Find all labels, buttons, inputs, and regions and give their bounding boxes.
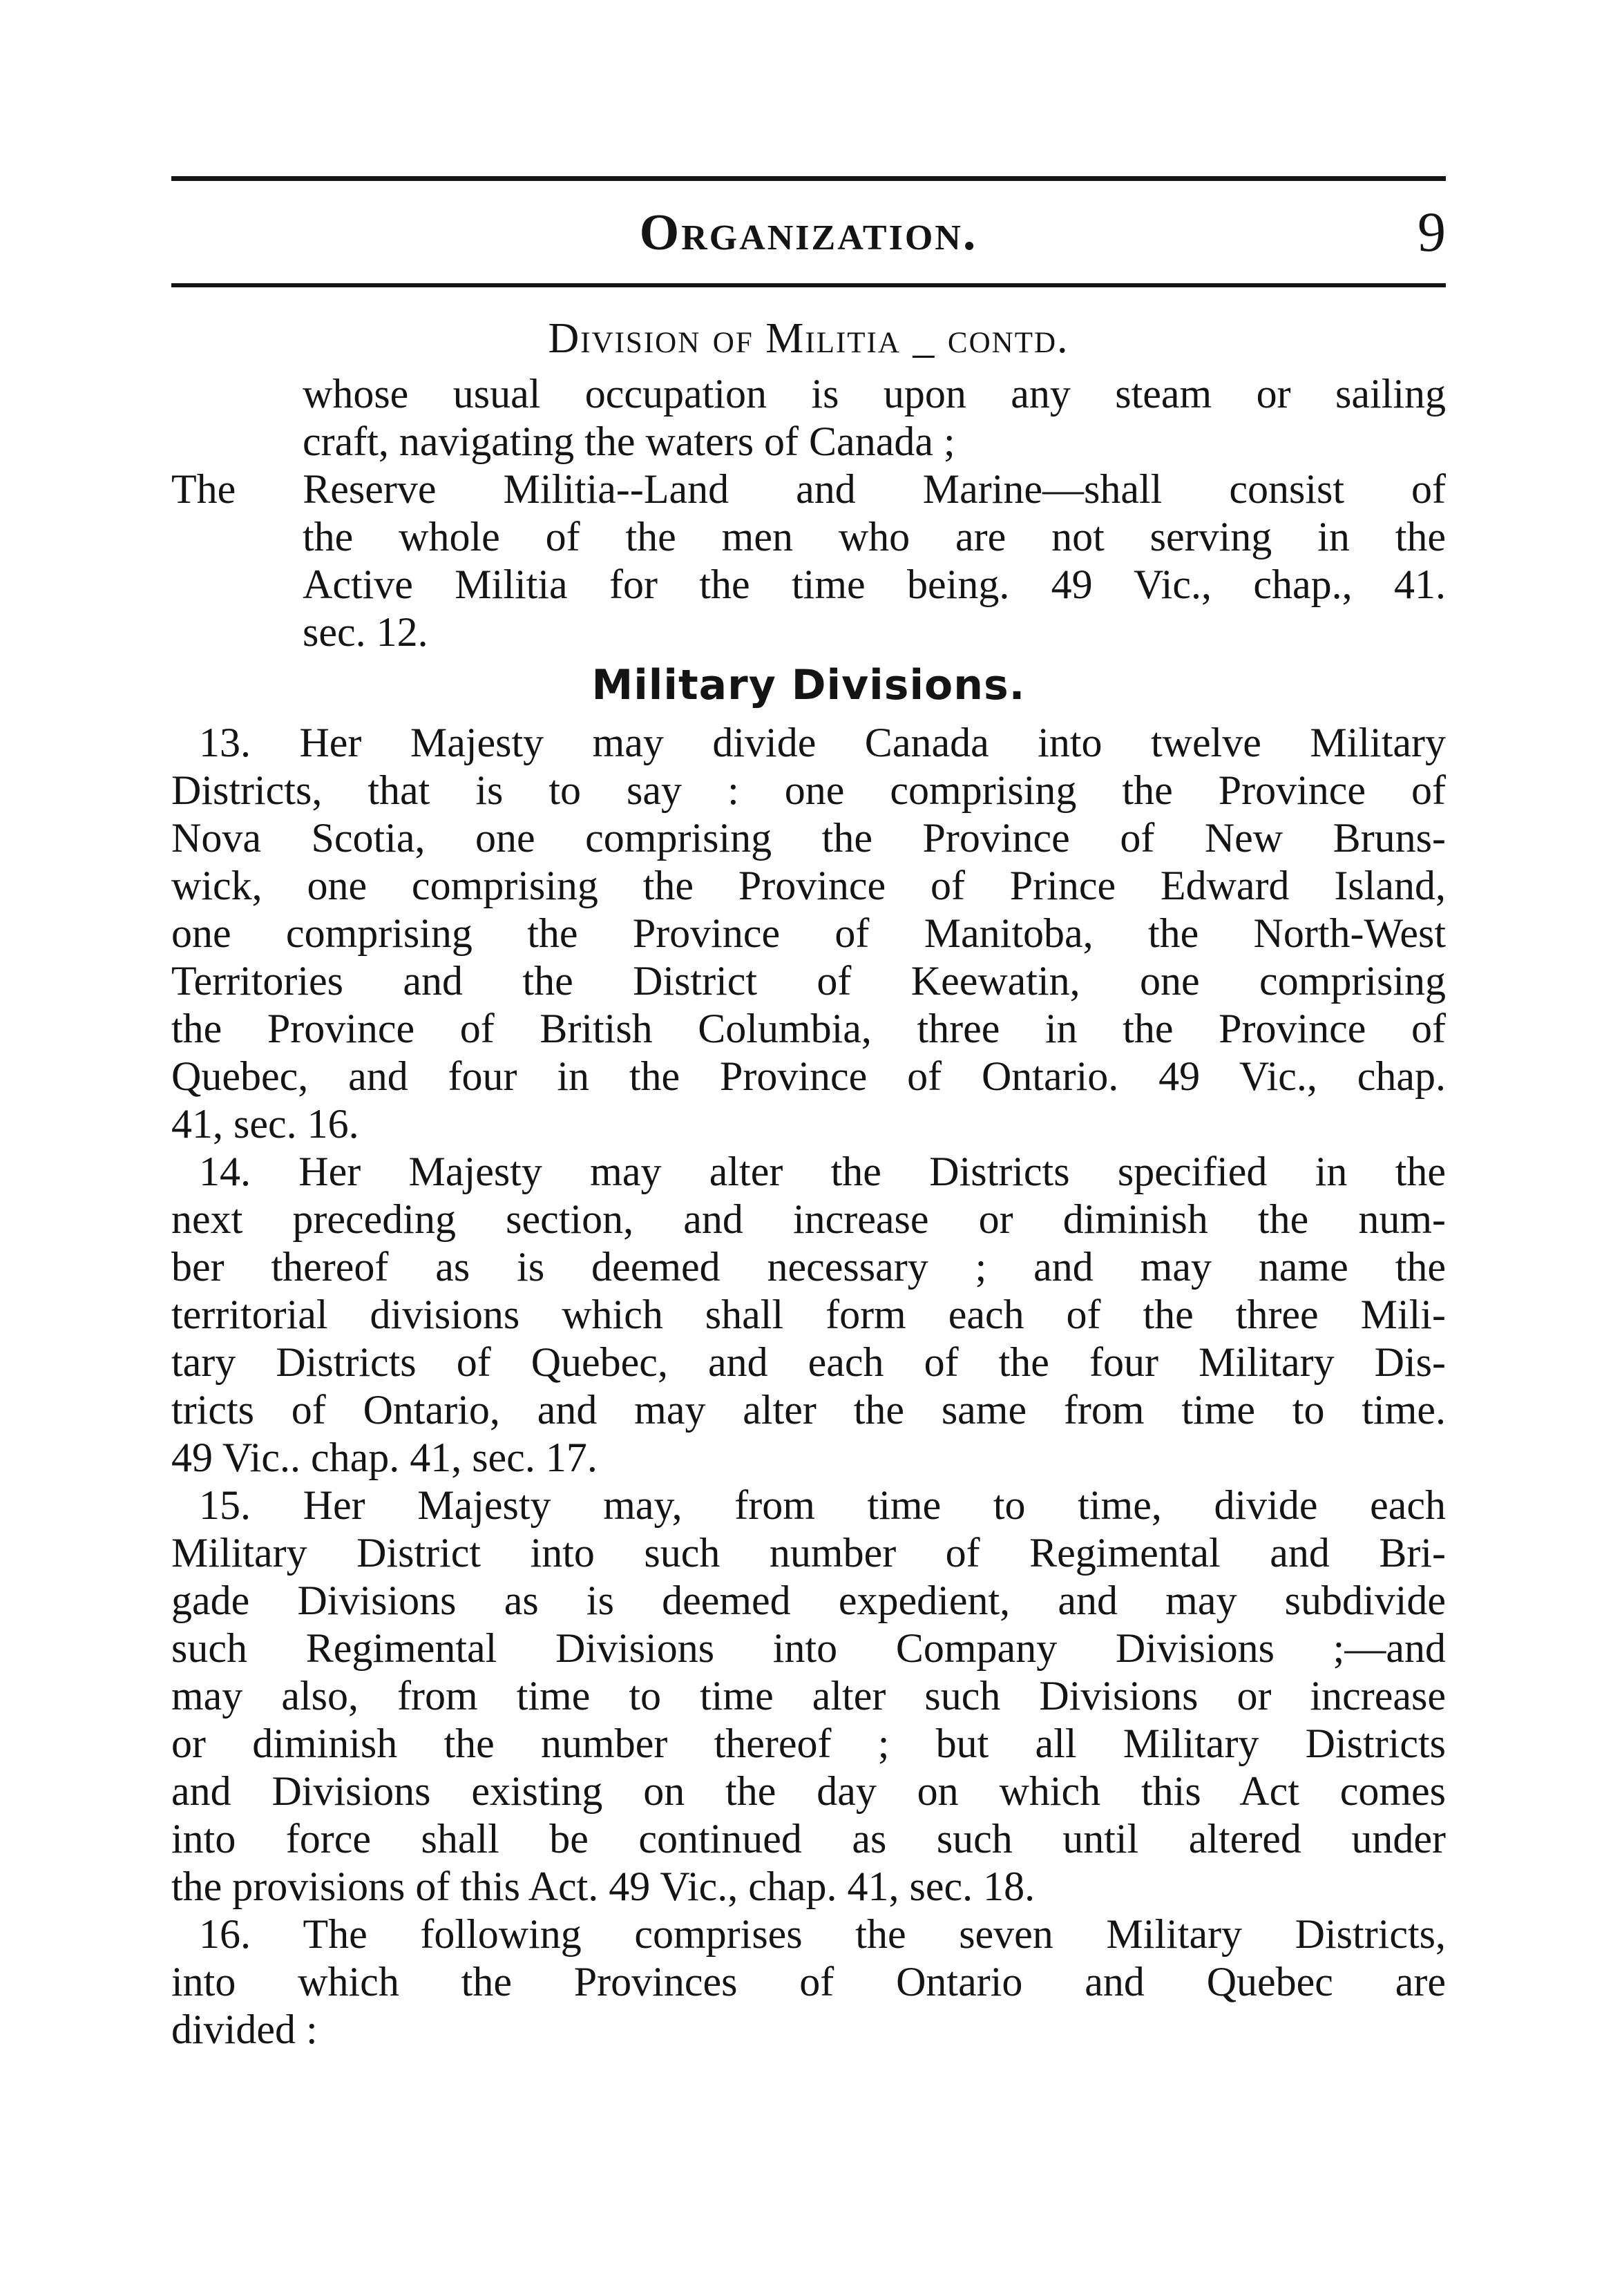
text-line: 41, sec. 16. bbox=[171, 1101, 359, 1147]
page-number: 9 bbox=[1418, 200, 1446, 263]
header-rule-bottom bbox=[171, 283, 1446, 287]
text-line: Territories and the District of Keewatin, one comprising bbox=[171, 958, 1446, 1004]
military-divisions-heading: Military Divisions. bbox=[591, 661, 1026, 709]
text-line: sec. 12. bbox=[303, 609, 428, 655]
text-line: divided : bbox=[171, 2007, 318, 2052]
text-line: Districts, that is to say : one comprising the Province of bbox=[171, 767, 1446, 813]
running-head bbox=[171, 197, 1446, 273]
text-line: 13. Her Majesty may divide Canada into twelve Military bbox=[199, 720, 1446, 765]
text-line: territorial divisions which shall form each of the three Mili- bbox=[171, 1292, 1446, 1337]
text-line: tary Districts of Quebec, and each of the four Military Dis- bbox=[171, 1339, 1446, 1385]
text-line: Nova Scotia, one comprising the Province of New Bruns- bbox=[171, 815, 1446, 861]
text-line: the Province of British Columbia, three in the Province of bbox=[171, 1006, 1446, 1051]
text-line: ber thereof as is deemed necessary ; and may name the bbox=[171, 1244, 1446, 1290]
text-line: next preceding section, and increase or diminish the num- bbox=[171, 1196, 1446, 1242]
text-line: into force shall be continued as such until altered under bbox=[171, 1816, 1446, 1862]
text-line: the whole of the men who are not serving in the bbox=[303, 514, 1446, 559]
text-line: may also, from time to time alter such Divisions or increase bbox=[171, 1673, 1446, 1719]
text-line: The Reserve Militia--Land and Marine—shall consist of bbox=[171, 466, 1446, 512]
header-rule-top bbox=[171, 176, 1446, 181]
text-line: wick, one comprising the Province of Prince Edward Island, bbox=[171, 863, 1446, 908]
text-line: Quebec, and four in the Province of Ontario. 49 Vic., chap. bbox=[171, 1053, 1446, 1099]
section-continued-heading: Division of Militia _ contd. bbox=[548, 315, 1069, 362]
text-line: and Divisions existing on the day on which this Act comes bbox=[171, 1768, 1446, 1814]
text-line: the provisions of this Act. 49 Vic., chap. 41, sec. 18. bbox=[171, 1864, 1035, 1909]
text-line: craft, navigating the waters of Canada ; bbox=[303, 419, 955, 464]
text-line: or diminish the number thereof ; but all Military Districts bbox=[171, 1721, 1446, 1766]
text-line: 16. The following comprises the seven Military Districts, bbox=[199, 1911, 1446, 1957]
text-line: 14. Her Majesty may alter the Districts specified in the bbox=[199, 1149, 1446, 1194]
text-line: into which the Provinces of Ontario and Quebec are bbox=[171, 1959, 1446, 2005]
text-line: gade Divisions as is deemed expedient, and may subdivide bbox=[171, 1578, 1446, 1623]
text-line: whose usual occupation is upon any steam or sailing bbox=[303, 371, 1446, 417]
running-title: Organization. bbox=[639, 204, 978, 261]
text-line: 15. Her Majesty may, from time to time, divide each bbox=[199, 1482, 1446, 1528]
text-line: Active Militia for the time being. 49 Vic., chap., 41. bbox=[303, 562, 1446, 607]
text-line: 49 Vic.. chap. 41, sec. 17. bbox=[171, 1435, 598, 1480]
text-line: such Regimental Divisions into Company Divisions ;—and bbox=[171, 1625, 1446, 1671]
text-line: tricts of Ontario, and may alter the same from time to time. bbox=[171, 1387, 1446, 1433]
text-line: one comprising the Province of Manitoba, the North-West bbox=[171, 910, 1446, 956]
text-line: Military District into such number of Regimental and Bri- bbox=[171, 1530, 1446, 1576]
